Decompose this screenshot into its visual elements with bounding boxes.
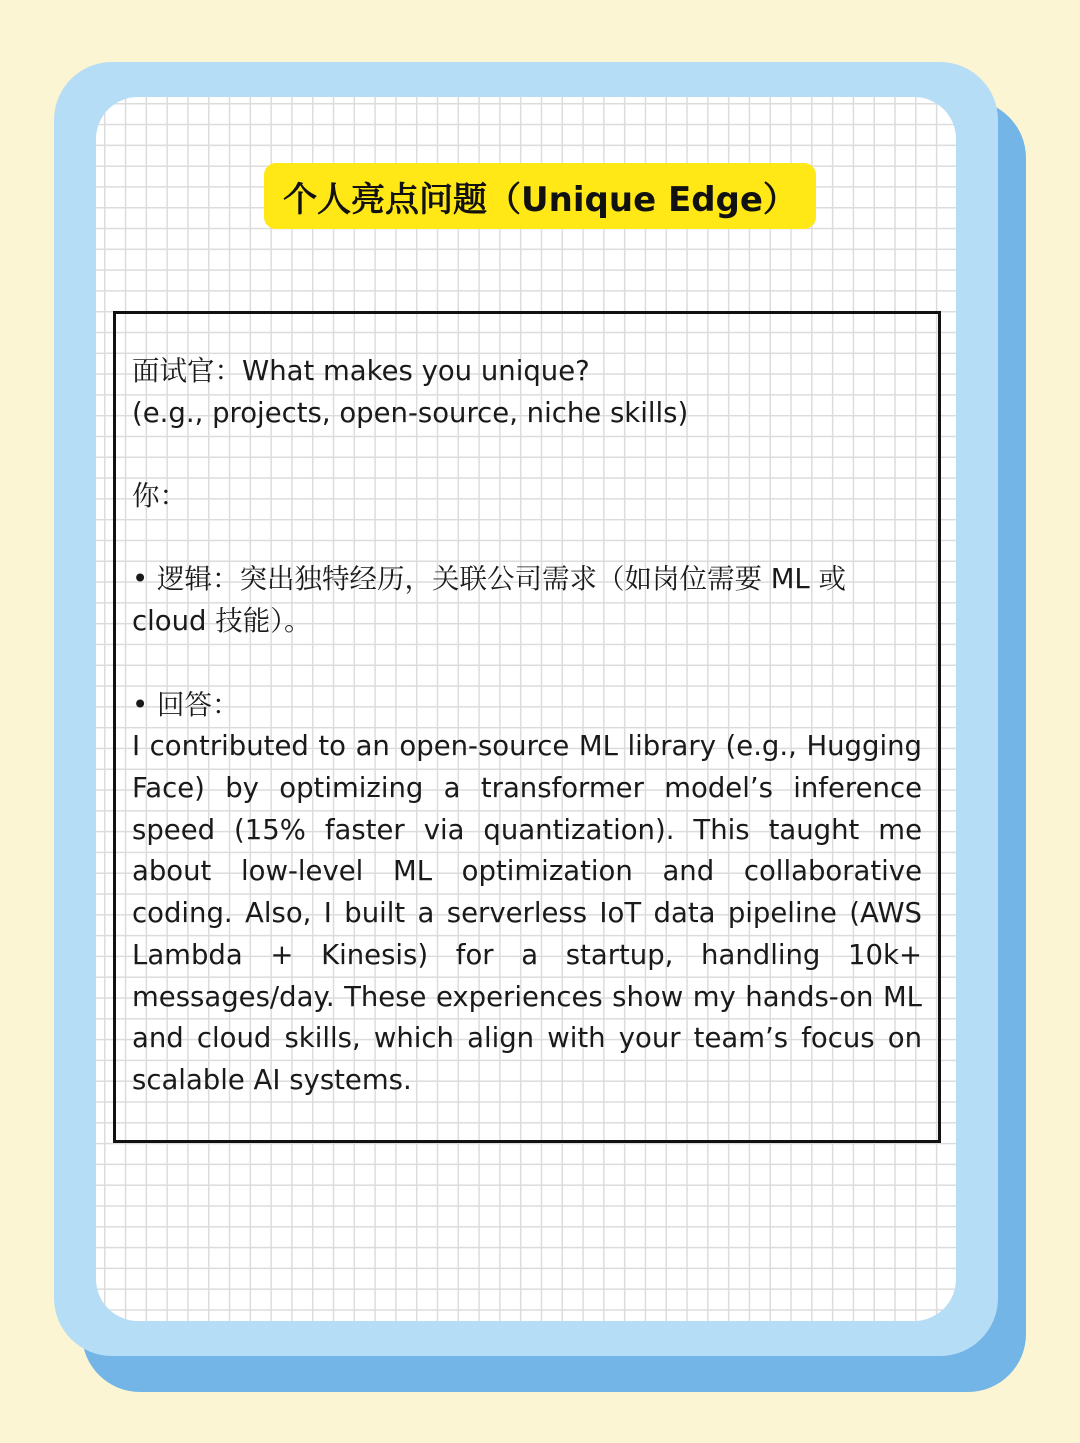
you-label: 你： [132, 480, 187, 513]
interviewer-examples: (e.g., projects, open-source, niche skills) [132, 396, 689, 429]
title-banner [264, 163, 816, 229]
answer-text: I contributed to an open-source ML library (e.g., Hugging Face) by optimizing a transformer model’s inference speed (15% faster via quantization). This taught me about low-level ML optimization and collaborative coding. Also, I built a serverless IoT data pipeline (AWS Lambda + Kinesis) for a startup, handling 10k+ messages/day. These experiences show my hands-on ML and cloud skills, which align with your team’s focus on scalable AI systems. [132, 730, 922, 1096]
spacer [132, 518, 922, 560]
spacer [132, 643, 922, 685]
logic-bullet: • 逻辑：突出独特经历，关联公司需求（如岗位需要 ML 或 [132, 563, 846, 596]
page-title: 个人亮点问题（Unique Edge） [283, 179, 797, 220]
logic-bullet-continued: cloud 技能）。 [132, 605, 312, 638]
qa-content [132, 351, 922, 1102]
spacer [132, 434, 922, 476]
answer-label: • 回答： [132, 688, 240, 721]
interviewer-question: 面试官：What makes you unique? [132, 355, 590, 387]
qa-box [113, 311, 941, 1143]
